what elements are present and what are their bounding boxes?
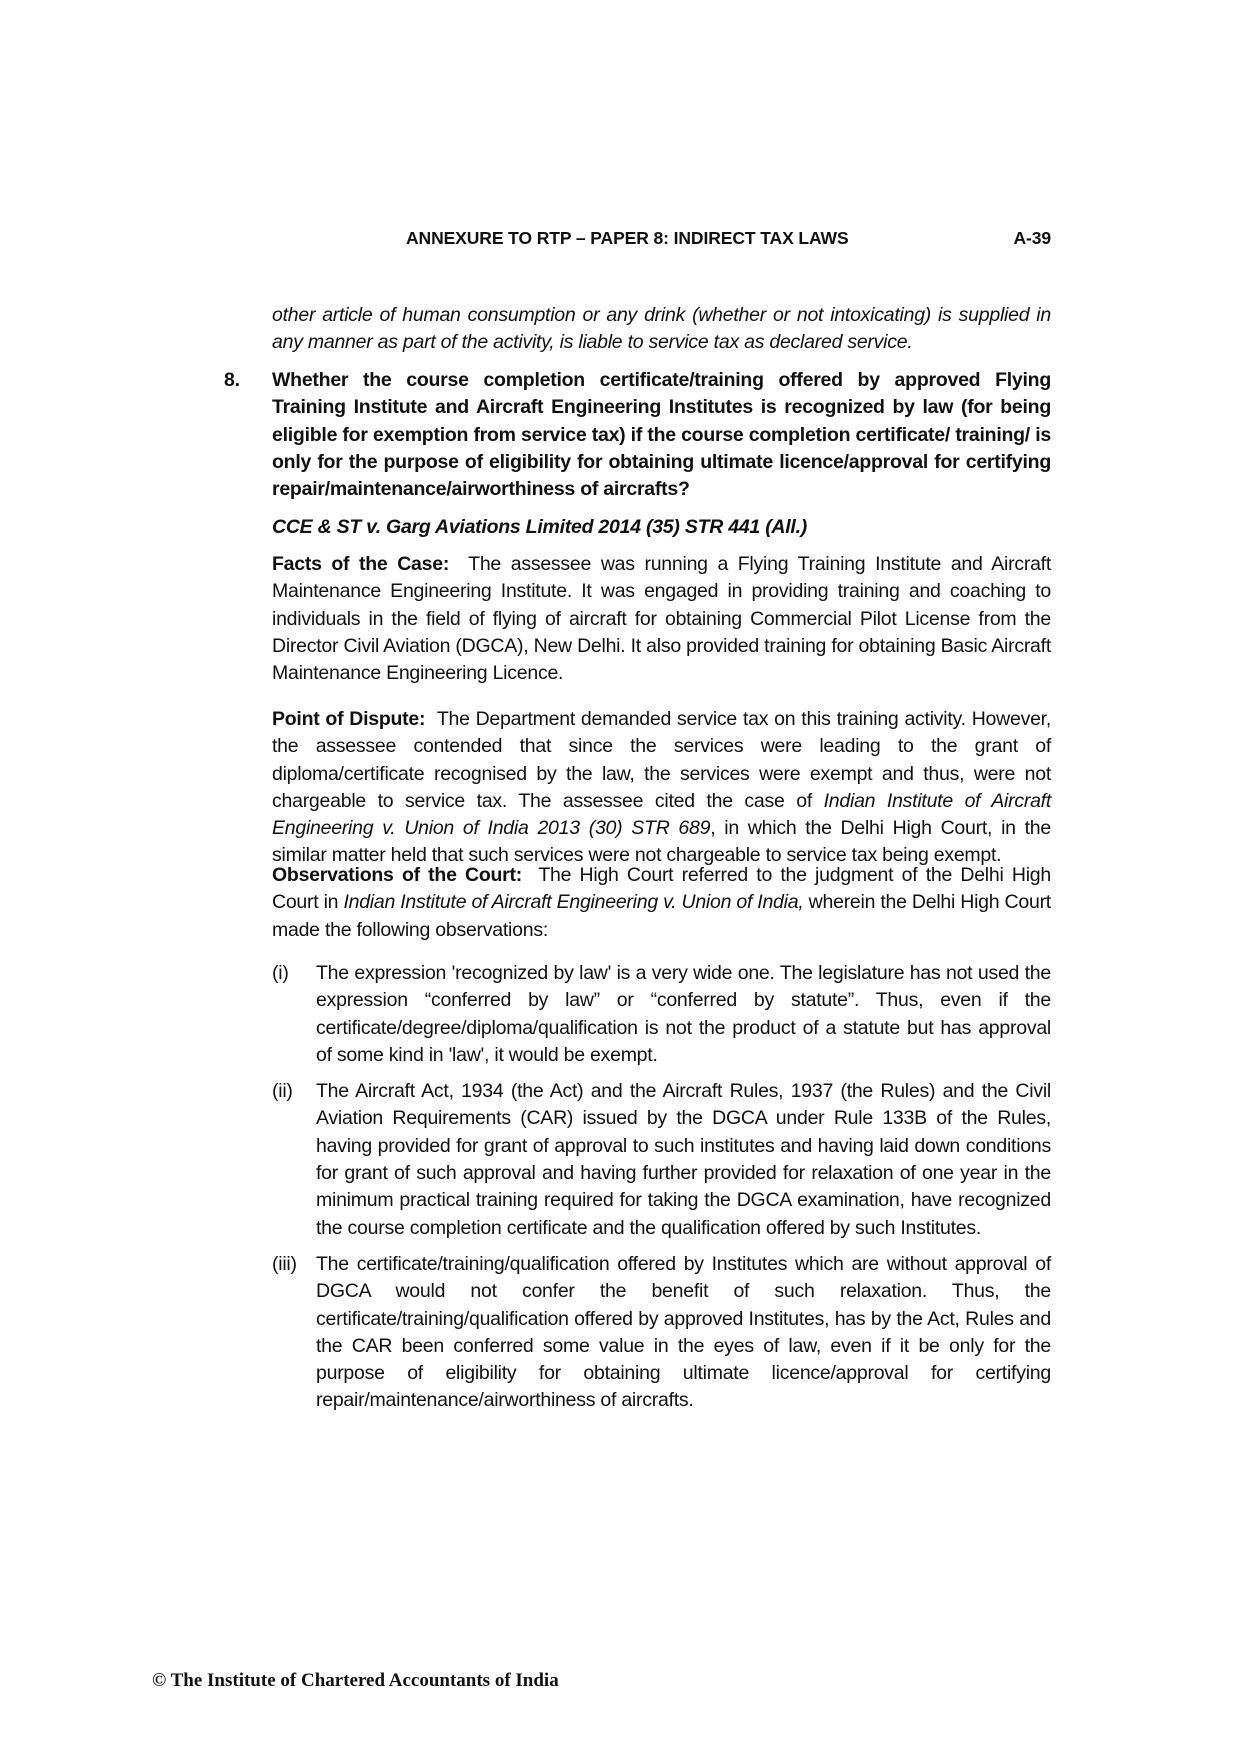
question-number: 8.	[224, 369, 240, 391]
observations-paragraph	[272, 862, 1051, 944]
question-text: Whether the course completion certificate/training offered by approved Flying Training Institute and Aircraft Engineering Institutes is recognized by law (for being eligible for exemption from service tax) if the course completion certificate/ training/ is only for the purpose of eligibility for obtaining ultimate licence/approval for certifying repair/maintenance/airworthiness of aircrafts?	[272, 369, 1051, 501]
list-item-marker: (ii)	[272, 1080, 293, 1103]
header-title: ANNEXURE TO RTP – PAPER 8: INDIRECT TAX LAWS	[406, 228, 849, 248]
dispute-text-after: , in which the Delhi High Court, in the similar matter held that such services were not chargeable to service tax being exempt.	[272, 817, 1051, 867]
continuation-paragraph: other article of human consumption or any drink (whether or not intoxicating) is supplied in any manner as part of the activity, is liable to service tax as declared service.	[272, 304, 1051, 354]
list-item-text: The certificate/training/qualification offered by Institutes which are without approval of DGCA would not confer the benefit of such relaxation. Thus, the certificate/training/qualification offered by approved Institutes, has by the Act, Rules and the CAR been conferred some value in the eyes of law, even if it be only for the purpose of eligibility for obtaining ultimate licence/approval for certifying repair/maintenance/airworthiness of aircrafts.	[316, 1252, 1051, 1412]
list-item-text: The expression 'recognized by law' is a very wide one. The legislature has not used the expression “conferred by law” or “conferred by statute”. Thus, even if the certificate/degree/diploma/qualification is not the product of a statute but has approval of some kind in 'law', it would be exempt.	[316, 962, 1051, 1066]
list-item-text: The Aircraft Act, 1934 (the Act) and the Aircraft Rules, 1937 (the Rules) and the Civil Aviation Requirements (CAR) issued by the DGCA under Rule 133B of the Rules, having provided for grant of approval to such institutes and having laid down conditions for grant of such approval and having further provided for relaxation of one year in the minimum practical training required for taking the DGCA examination, have recognized the course completion certificate and the qualification offered by such Institutes.	[316, 1080, 1051, 1239]
list-item	[272, 1251, 1051, 1415]
page-number: A-39	[1013, 228, 1051, 248]
question-block	[224, 367, 1051, 503]
observations-list	[272, 960, 1051, 1424]
case-citation: CCE & ST v. Garg Aviations Limited 2014 (35) STR 441 (All.)	[272, 516, 808, 538]
list-item	[272, 960, 1051, 1069]
observations-text-before: The High Court referred to the judgment of the Delhi High Court in	[272, 864, 1051, 914]
list-item	[272, 1078, 1051, 1242]
dispute-paragraph	[272, 706, 1051, 870]
observations-cited-case: Indian Institute of Aircraft Engineering v. Union of India,	[343, 891, 804, 914]
dispute-text-before: The Department demanded service tax on this training activity. However, the assessee contended that since the services were leading to the grant of diploma/certificate recognised by the law, the services were exempt and thus, were not chargeable to service tax. The assessee cited the case of	[272, 708, 1052, 812]
facts-paragraph	[272, 551, 1051, 687]
list-item-marker: (iii)	[272, 1252, 297, 1275]
observations-label: Observations of the Court:	[272, 864, 522, 886]
dispute-cited-case: Indian Institute of Aircraft Engineering v. Union of India 2013 (30) STR 689	[272, 789, 1051, 840]
list-item-marker: (i)	[272, 962, 289, 984]
observations-text-after: wherein the Delhi High Court made the following observations:	[272, 891, 1051, 941]
facts-text: The assessee was running a Flying Training Institute and Aircraft Maintenance Engineering Institute. It was engaged in providing training and coaching to individuals in the field of flying of aircraft for obtaining Commercial Pilot License from the Director Civil Aviation (DGCA), New Delhi. It also provided training for obtaining Basic Aircraft Maintenance Engineering Licence.	[272, 553, 1052, 685]
dispute-label: Point of Dispute:	[272, 708, 426, 730]
facts-label: Facts of the Case:	[272, 553, 450, 575]
page-header	[406, 228, 1051, 249]
page-footer: © The Institute of Chartered Accountants of India	[152, 1670, 559, 1691]
